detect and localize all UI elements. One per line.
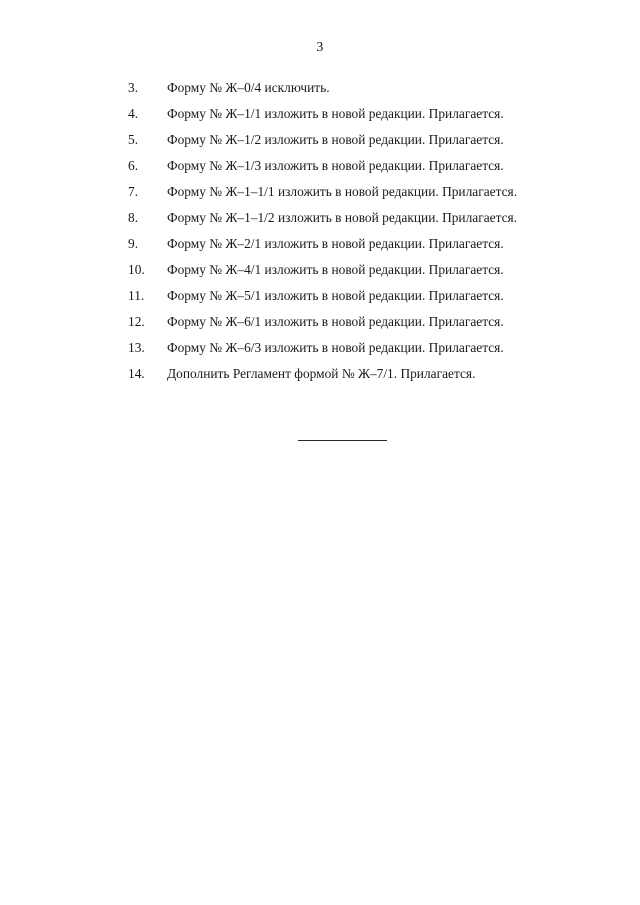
list-item bbox=[0, 309, 640, 335]
item-number: 5. bbox=[128, 132, 139, 147]
item-text: Форму № Ж–2/1 изложить в новой редакции. Прилагается. bbox=[167, 236, 504, 251]
item-text: Форму № Ж–1–1/2 изложить в новой редакции. Прилагается. bbox=[167, 210, 518, 225]
list-item bbox=[0, 127, 640, 153]
list-item bbox=[0, 205, 640, 231]
list-item bbox=[0, 231, 640, 257]
item-text: Дополнить Регламент формой № Ж–7/1. Прилагается. bbox=[167, 366, 476, 381]
amendment-list bbox=[0, 75, 640, 387]
closing-divider-line bbox=[298, 440, 387, 441]
item-number: 12. bbox=[128, 314, 145, 329]
list-item bbox=[0, 153, 640, 179]
item-number: 9. bbox=[128, 236, 139, 251]
item-text: Форму № Ж–5/1 изложить в новой редакции. Прилагается. bbox=[167, 288, 504, 303]
item-text: Форму № Ж–1/3 изложить в новой редакции. Прилагается. bbox=[167, 158, 504, 173]
item-text: Форму № Ж–1–1/1 изложить в новой редакции. Прилагается. bbox=[167, 184, 518, 199]
list-item bbox=[0, 75, 640, 101]
item-text: Форму № Ж–1/1 изложить в новой редакции. Прилагается. bbox=[167, 106, 504, 121]
list-item bbox=[0, 257, 640, 283]
item-number: 4. bbox=[128, 106, 139, 121]
item-number: 11. bbox=[128, 288, 145, 303]
item-number: 13. bbox=[128, 340, 145, 355]
list-item bbox=[0, 361, 640, 387]
list-item bbox=[0, 335, 640, 361]
list-item bbox=[0, 283, 640, 309]
list-item bbox=[0, 179, 640, 205]
item-text: Форму № Ж–1/2 изложить в новой редакции. Прилагается. bbox=[167, 132, 504, 147]
page-number: 3 bbox=[316, 40, 324, 55]
list-item bbox=[0, 101, 640, 127]
item-number: 6. bbox=[128, 158, 139, 173]
item-text: Форму № Ж–6/1 изложить в новой редакции. Прилагается. bbox=[167, 314, 504, 329]
item-number: 14. bbox=[128, 366, 145, 381]
item-number: 7. bbox=[128, 184, 139, 199]
item-number: 8. bbox=[128, 210, 139, 225]
item-text: Форму № Ж–6/3 изложить в новой редакции. Прилагается. bbox=[167, 340, 504, 355]
item-text: Форму № Ж–4/1 изложить в новой редакции. Прилагается. bbox=[167, 262, 504, 277]
item-number: 10. bbox=[128, 262, 145, 277]
item-text: Форму № Ж–0/4 исключить. bbox=[167, 80, 330, 95]
item-number: 3. bbox=[128, 80, 139, 95]
